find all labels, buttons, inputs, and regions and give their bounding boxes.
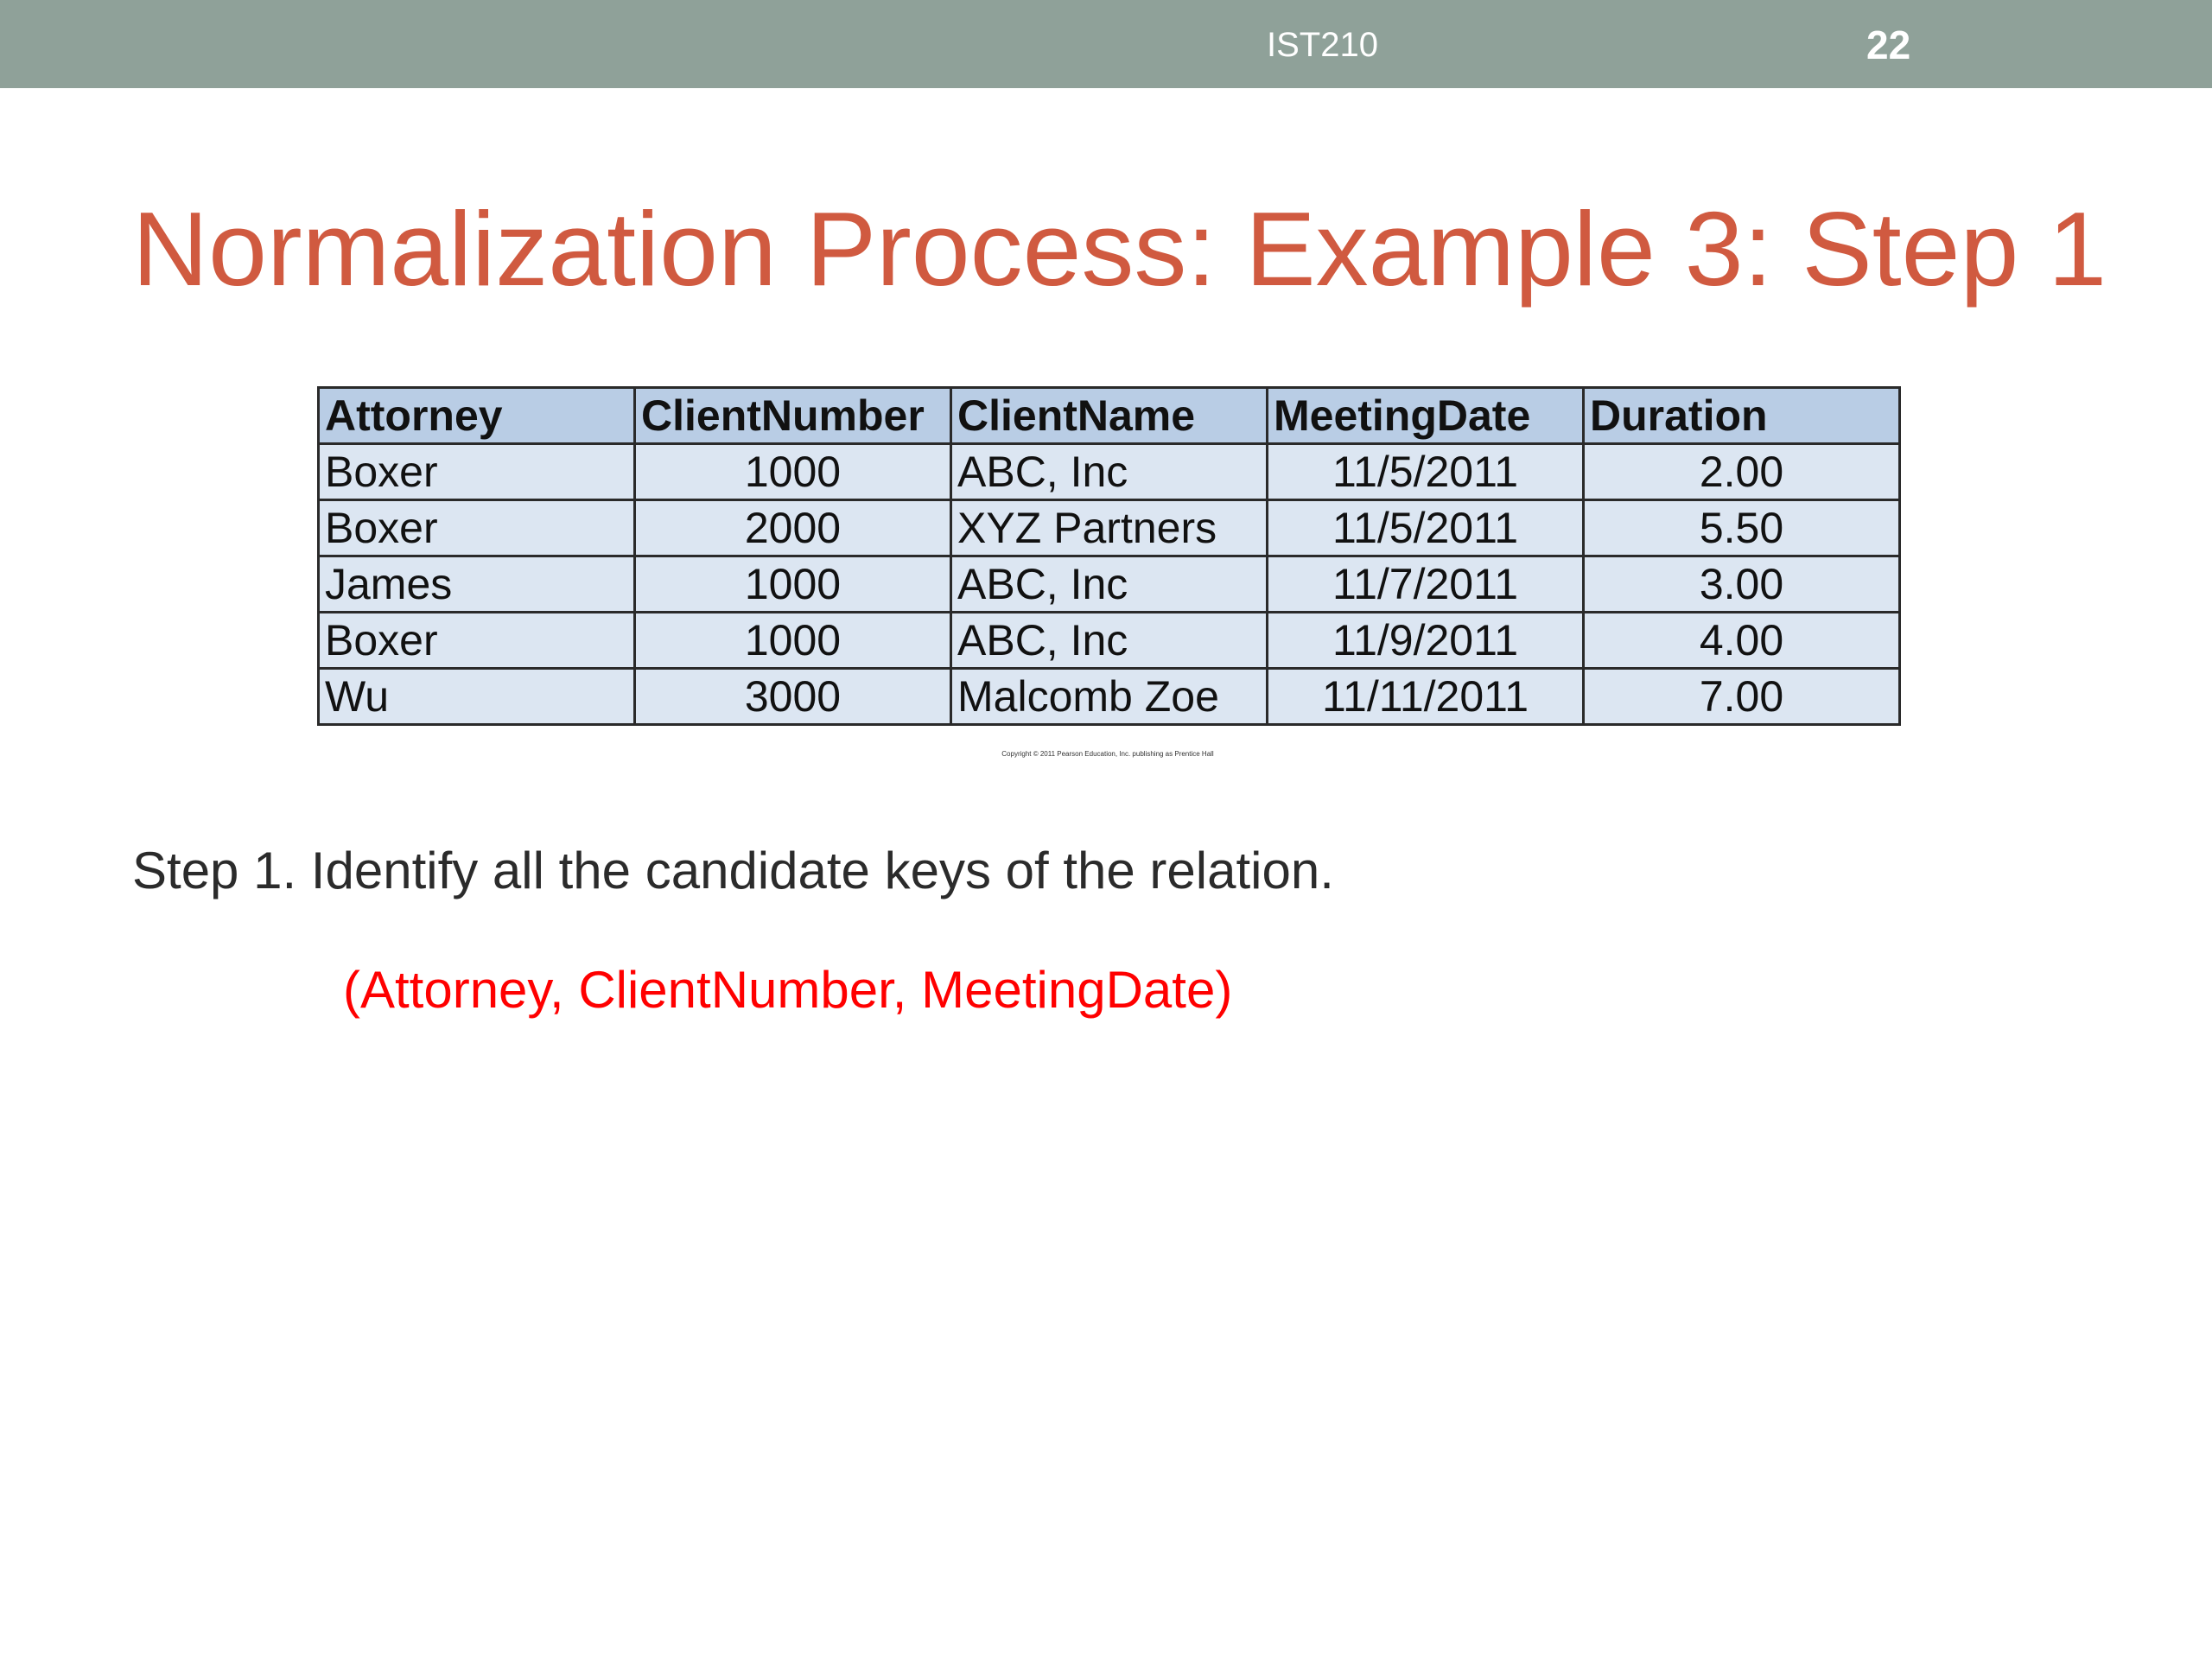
cell-client-name: ABC, Inc — [951, 613, 1268, 669]
relation-table-figure — [317, 386, 1898, 758]
cell-attorney: Boxer — [319, 613, 635, 669]
column-header-duration: Duration — [1584, 388, 1900, 444]
table-row — [319, 444, 1900, 500]
cell-duration: 3.00 — [1584, 556, 1900, 613]
cell-client-name: ABC, Inc — [951, 556, 1268, 613]
column-header-client-name: ClientName — [951, 388, 1268, 444]
cell-client-name: XYZ Partners — [951, 500, 1268, 556]
cell-client-number: 1000 — [635, 444, 951, 500]
cell-client-number: 1000 — [635, 613, 951, 669]
table-row — [319, 556, 1900, 613]
cell-attorney: Boxer — [319, 444, 635, 500]
cell-meeting-date: 11/5/2011 — [1268, 500, 1584, 556]
cell-duration: 5.50 — [1584, 500, 1900, 556]
header-bar — [0, 0, 2212, 88]
course-label: IST210 — [1267, 26, 1378, 64]
relation-table — [317, 386, 1901, 726]
copyright-note: Copyright © 2011 Pearson Education, Inc. publishing as Prentice Hall — [1001, 750, 1214, 758]
cell-meeting-date: 11/5/2011 — [1268, 444, 1584, 500]
cell-client-number: 3000 — [635, 669, 951, 725]
cell-client-name: Malcomb Zoe — [951, 669, 1268, 725]
cell-duration: 2.00 — [1584, 444, 1900, 500]
cell-meeting-date: 11/9/2011 — [1268, 613, 1584, 669]
cell-attorney: Wu — [319, 669, 635, 725]
step-instruction: Step 1. Identify all the candidate keys of the relation. — [132, 842, 1334, 899]
table-row — [319, 669, 1900, 725]
cell-duration: 4.00 — [1584, 613, 1900, 669]
cell-client-number: 1000 — [635, 556, 951, 613]
cell-meeting-date: 11/7/2011 — [1268, 556, 1584, 613]
column-header-client-number: ClientNumber — [635, 388, 951, 444]
cell-meeting-date: 11/11/2011 — [1268, 669, 1584, 725]
page-number: 22 — [1866, 22, 1911, 67]
candidate-key-answer: (Attorney, ClientNumber, MeetingDate) — [343, 961, 1233, 1019]
column-header-attorney: Attorney — [319, 388, 635, 444]
table-row — [319, 613, 1900, 669]
cell-client-number: 2000 — [635, 500, 951, 556]
cell-duration: 7.00 — [1584, 669, 1900, 725]
cell-client-name: ABC, Inc — [951, 444, 1268, 500]
cell-attorney: James — [319, 556, 635, 613]
slide-title: Normalization Process: Example 3: Step 1 — [132, 190, 2107, 308]
cell-attorney: Boxer — [319, 500, 635, 556]
column-header-meeting-date: MeetingDate — [1268, 388, 1584, 444]
table-row — [319, 500, 1900, 556]
table-header-row — [319, 388, 1900, 444]
